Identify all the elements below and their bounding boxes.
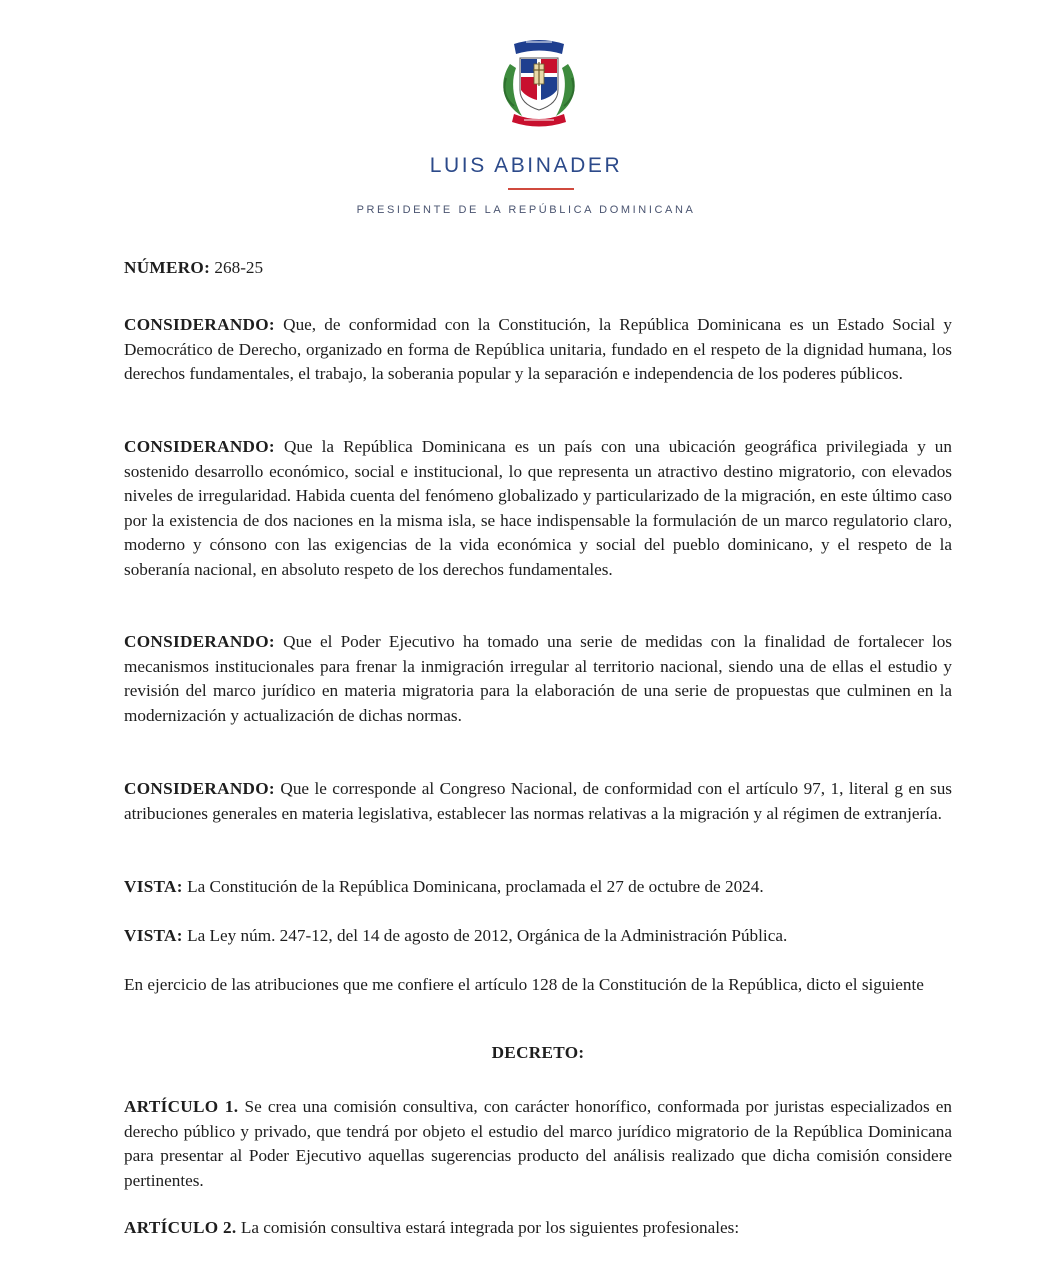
dominican-coat-of-arms-icon: [496, 34, 582, 128]
decree-heading: DECRETO:: [491, 1043, 585, 1062]
considerando-text: Que, de conformidad con la Constitución, la República Dominicana es un Estado Social y Democrático de Derecho, organizado en forma de República unitaria, fundado en el respeto de la dignidad humana, los derechos fundamentales, el trabajo, la soberania popular y la separación e independencia de los poderes públicos.: [124, 315, 953, 383]
considerando-label: CONSIDERANDO:: [124, 632, 275, 651]
article-text: La comisión consultiva estará integrada por los siguientes profesionales:: [240, 1218, 740, 1237]
vista-paragraph: [124, 875, 952, 900]
president-name: LUIS ABINADER: [429, 154, 623, 177]
considerando-paragraph: [124, 630, 952, 728]
considerando-paragraph: [124, 777, 952, 826]
exercise-paragraph: En ejercicio de las atribuciones que me confiere el artículo 128 de la Constitución de la República, dicto el siguiente: [124, 975, 924, 994]
article-paragraph: [124, 1216, 952, 1241]
considerando-label: CONSIDERANDO:: [124, 315, 275, 334]
article-text: Se crea una comisión consultiva, con carácter honorífico, conformada por juristas especializados en derecho público y privado, que tendrá por objeto el estudio del marco jurídico migratorio de la República Dominicana para presentar al Poder Ejecutivo aquellas sugerencias producto del análisis realizado que dicha comisión considere pertinentes.: [124, 1097, 953, 1190]
considerando-text: Que le corresponde al Congreso Nacional, de conformidad con el artículo 97, 1, literal g en sus atribuciones generales en materia legislativa, establecer las normas relativas a la migración y al régimen de extranjería.: [124, 779, 952, 823]
name-divider: [508, 188, 574, 190]
decree-number-value: 268-25: [214, 258, 264, 277]
considerando-paragraph: [124, 435, 952, 582]
article-label: ARTÍCULO 2.: [124, 1218, 237, 1237]
vista-label: VISTA:: [124, 926, 183, 945]
considerando-label: CONSIDERANDO:: [124, 437, 275, 456]
vista-label: VISTA:: [124, 877, 183, 896]
decree-number: [124, 256, 952, 281]
article-label: ARTÍCULO 1.: [124, 1097, 239, 1116]
vista-paragraph: [124, 924, 952, 949]
considerando-label: CONSIDERANDO:: [124, 779, 275, 798]
president-title: PRESIDENTE DE LA REPÚBLICA DOMINICANA: [356, 204, 696, 216]
article-paragraph: [124, 1095, 952, 1193]
vista-text: La Constitución de la República Dominicana, proclamada el 27 de octubre de 2024.: [187, 877, 764, 896]
considerando-paragraph: [124, 313, 952, 387]
considerando-text: Que la República Dominicana es un país con una ubicación geográfica privilegiada y un sostenido desarrollo económico, social e institucional, lo que representa un atractivo destino migratorio, con elevados niveles de irregularidad. Habida cuenta del fenómeno globalizado y particularizado de la migración, en este último caso por la existencia de dos naciones en la misma isla, se hace indispensable la formulación de un marco regulatorio claro, moderno y cónsono con las exigencias de la vida económica y social del pueblo dominicano, y el respeto de la soberanía nacional, en absoluto respeto de los derechos fundamentales.: [124, 437, 952, 579]
vista-text: La Ley núm. 247-12, del 14 de agosto de 2012, Orgánica de la Administración Pública.: [187, 926, 788, 945]
decree-number-label: NÚMERO:: [124, 258, 211, 277]
considerando-text: Que el Poder Ejecutivo ha tomado una serie de medidas con la finalidad de fortalecer los mecanismos institucionales para frenar la inmigración irregular al territorio nacional, siendo una de ellas el estudio y revisión del marco jurídico en materia migratoria para la elaboración de una serie de propuestas que culminen en la modernización y actualización de dichas normas.: [124, 632, 952, 725]
